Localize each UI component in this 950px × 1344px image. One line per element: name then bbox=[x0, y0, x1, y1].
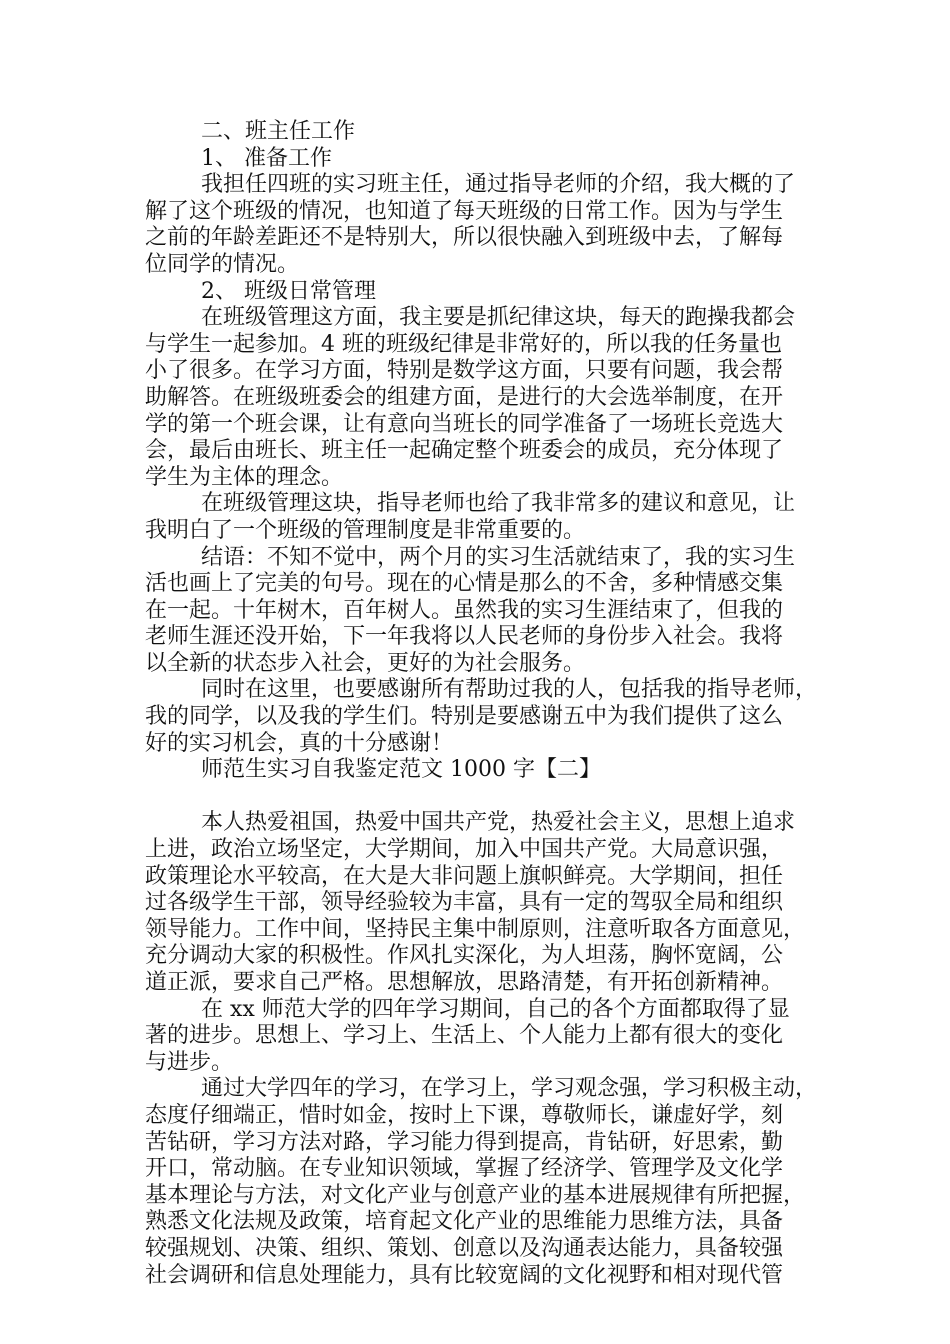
text-line: 1、 准备工作 bbox=[201, 145, 332, 171]
text-line: 位同学的情况。 bbox=[145, 251, 300, 277]
text-line: 在班级管理这块，指导老师也给了我非常多的建议和意见，让 bbox=[201, 491, 796, 517]
text-line: 较强规划、决策、组织、策划、创意以及沟通表达能力，具备较强 bbox=[145, 1235, 784, 1261]
text-line: 之前的年龄差距还不是特别大，所以很快融入到班级中去，了解每 bbox=[145, 225, 784, 251]
text-line: 通过大学四年的学习，在学习上，学习观念强，学习积极主动， bbox=[201, 1076, 818, 1102]
text-line: 本人热爱祖国，热爱中国共产党，热爱社会主义，思想上追求 bbox=[201, 810, 796, 836]
text-line: 学的第一个班会课，让有意向当班长的同学准备了一场班长竞选大 bbox=[145, 411, 784, 437]
text-line: 道正派，要求自己严格。思想解放，思路清楚，有开拓创新精神。 bbox=[145, 970, 784, 995]
text-line: 在班级管理这方面，我主要是抓纪律这块，每天的跑操我都会 bbox=[201, 305, 796, 331]
text-line: 学生为主体的理念。 bbox=[145, 464, 344, 490]
text-line: 与进步。 bbox=[145, 1049, 234, 1075]
text-line: 态度仔细端正，惜时如金，按时上下课，尊敬师长，谦虚好学，刻 bbox=[145, 1102, 784, 1128]
text-line: 与学生一起参加。4 班的班级纪律是非常好的，所以我的任务量也 bbox=[145, 331, 782, 357]
text-line: 助解答。在班级班委会的组建方面，是进行的大会选举制度，在开 bbox=[145, 384, 784, 410]
text-line: 活也画上了完美的句号。现在的心情是那么的不舍，多种情感交集 bbox=[145, 571, 784, 597]
text-line: 充分调动大家的积极性。作风扎实深化，为人坦荡，胸怀宽阔，公 bbox=[145, 943, 784, 969]
text-line: 过各级学生干部，领导经验较为丰富，具有一定的驾驭全局和组织 bbox=[145, 890, 784, 916]
text-line: 二、班主任工作 bbox=[201, 119, 356, 144]
text-line: 领导能力。工作中间，坚持民主集中制原则，注意听取各方面意见， bbox=[145, 916, 806, 942]
text-line: 老师生涯还没开始，下一年我将以人民老师的身份步入社会。我将 bbox=[145, 624, 784, 650]
text-line: 解了这个班级的情况，也知道了每天班级的日常工作。因为与学生 bbox=[145, 198, 784, 224]
text-line: 结语：不知不觉中，两个月的实习生活就结束了，我的实习生 bbox=[201, 544, 796, 570]
document-page bbox=[145, 119, 825, 1289]
text-line: 我担任四班的实习班主任，通过指导老师的介绍，我大概的了 bbox=[201, 172, 796, 198]
text-line: 同时在这里，也要感谢所有帮助过我的人，包括我的指导老师， bbox=[201, 677, 818, 703]
text-line: 开口，常动脑。在专业知识领域，掌握了经济学、管理学及文化学 bbox=[145, 1156, 784, 1182]
text-line: 社会调研和信息处理能力，具有比较宽阔的文化视野和相对现代管 bbox=[145, 1262, 784, 1288]
text-line: 在一起。十年树木，百年树人。虽然我的实习生涯结束了，但我的 bbox=[145, 597, 784, 623]
text-line bbox=[145, 784, 825, 811]
text-line: 基本理论与方法，对文化产业与创意产业的基本进展规律有所把握， bbox=[145, 1182, 806, 1208]
text-line: 在 xx 师范大学的四年学习期间，自己的各个方面都取得了显 bbox=[201, 996, 790, 1022]
text-line: 苦钻研，学习方法对路，学习能力得到提高，肯钻研，好思索，勤 bbox=[145, 1129, 784, 1155]
text-line: 著的进步。思想上、学习上、生活上、个人能力上都有很大的变化 bbox=[145, 1023, 784, 1049]
text-line: 我的同学，以及我的学生们。特别是要感谢五中为我们提供了这么 bbox=[145, 704, 784, 730]
text-line: 我明白了一个班级的管理制度是非常重要的。 bbox=[145, 517, 586, 543]
text-line: 会，最后由班长、班主任一起确定整个班委会的成员，充分体现了 bbox=[145, 438, 784, 464]
text-line: 熟悉文化法规及政策，培育起文化产业的思维能力思维方法，具备 bbox=[145, 1209, 784, 1235]
text-line: 上进，政治立场坚定，大学期间，加入中国共产党。大局意识强， bbox=[145, 837, 784, 863]
text-line: 师范生实习自我鉴定范文 1000 字【二】 bbox=[201, 757, 601, 783]
text-line: 好的实习机会，真的十分感谢！ bbox=[145, 730, 454, 756]
text-line: 以全新的状态步入社会，更好的为社会服务。 bbox=[145, 650, 586, 676]
text-line: 小了很多。在学习方面，特别是数学这方面，只要有问题，我会帮 bbox=[145, 358, 784, 384]
text-line: 2、 班级日常管理 bbox=[201, 278, 376, 304]
text-line: 政策理论水平较高，在大是大非问题上旗帜鲜亮。大学期间，担任 bbox=[145, 863, 784, 889]
